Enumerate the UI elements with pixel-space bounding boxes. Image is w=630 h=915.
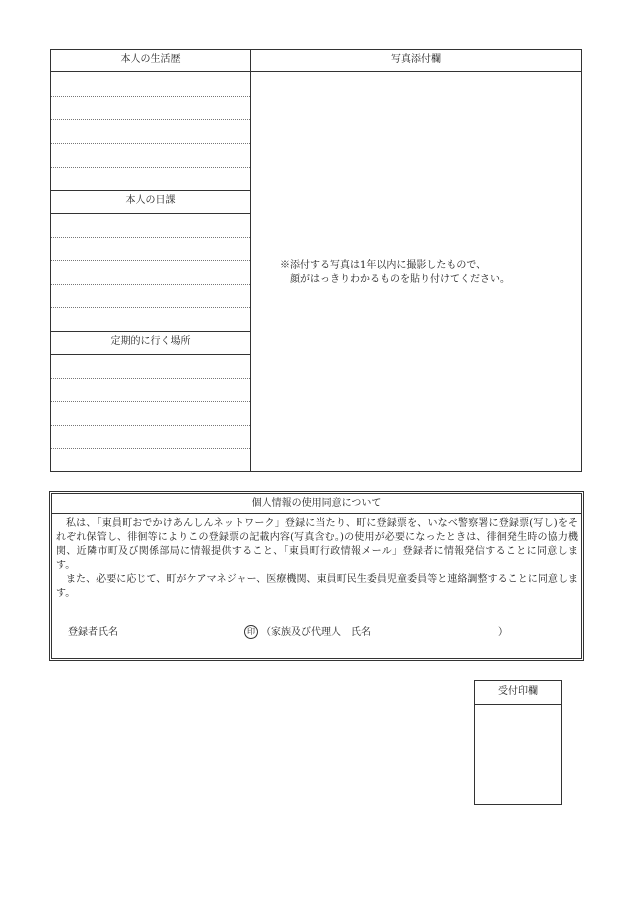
photo-header: 写真添付欄 [391,54,441,65]
places-header: 定期的に行く場所 [110,336,191,347]
receipt-label: 受付印欄 [498,686,538,697]
seal-mark-label: 印 [247,627,255,636]
places-row [51,448,250,449]
routine-row [51,237,250,238]
photo-note-line2: 顔がはっきりわかるものを貼り付けてください。 [290,274,510,285]
seal-mark [244,625,258,639]
family-label: （家族及び代理人 氏名 [261,627,371,638]
places-row [51,378,250,379]
photo-note-line1: ※添付する写真は1年以内に撮影したもので、 [280,260,487,271]
table-header-rule [50,71,582,72]
table-column-divider [250,49,251,472]
routine-header-bottom-rule [50,213,250,214]
routine-header: 本人の日課 [125,195,176,206]
receipt-header-rule [474,704,562,705]
routine-row [51,260,250,261]
routine-row [51,284,250,285]
places-header-bottom-rule [50,354,250,355]
history-row [51,119,250,120]
registrant-label: 登録者氏名 [68,627,118,638]
consent-title: 個人情報の使用同意について [251,498,382,509]
history-header: 本人の生活歴 [120,54,181,65]
family-close: ） [498,627,508,638]
consent-body [56,517,578,601]
history-row [51,167,250,168]
consent-paragraph-2: また、必要に応じて、町がケアマネジャー、医療機関、東員町民生委員児童委員等と連絡調整することに同意します。 [56,574,578,599]
history-row [51,96,250,97]
history-row [51,143,250,144]
places-row [51,425,250,426]
consent-paragraph-1: 私は、「東員町おでかけあんしんネットワーク」登録に当たり、町に登録票を、いなべ警察署に登録票(写し)をそれぞれ保管し、徘徊等によりこの登録票の記載内容(写真含む。)の使用が必要になったときは、徘徊発生時の協力機関、近隣市町及び関係部局に情報提供すること、「東員町行政情報メール」登録者に情報発信することに同意します。 [56,518,578,571]
routine-row [51,307,250,308]
places-row [51,401,250,402]
